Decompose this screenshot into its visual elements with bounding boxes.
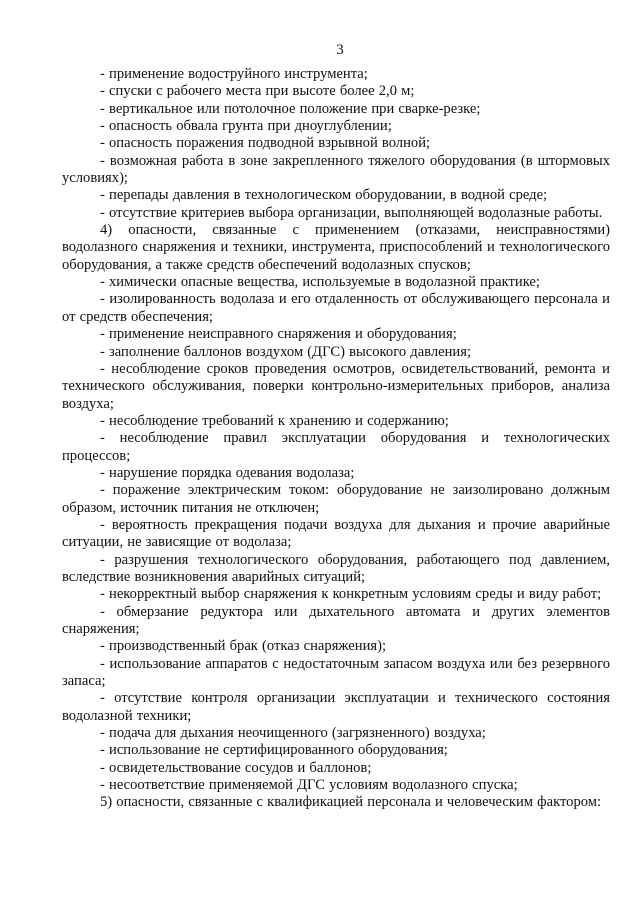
list-item: - применение водоструйного инструмента; xyxy=(100,66,368,82)
list-item: - вероятность прекращения подачи воздуха для дыхания и прочие аварийные ситуации, не зависящие от водолаза; xyxy=(62,516,610,551)
list-item: - поражение электрическим током: оборудование не заизолировано должным образом, источник питания не отключен; xyxy=(62,482,610,516)
list-item: - опасность поражения подводной взрывной волной; xyxy=(100,135,431,152)
list-item: - несоблюдение правил эксплуатации оборудования и технологических процессов; xyxy=(62,430,610,464)
list-item: - отсутствие критериев выбора организации, выполняющей водолазные работы. xyxy=(100,204,603,221)
section-heading-4: 4) опасности, связанные с применением (отказами, неисправностями) водолазного снаряжения и техники, инструмента, приспособлений и технологического оборудования, а также средств обеспечений водолазных спусков; xyxy=(62,222,610,273)
list-item: - применение неисправного снаряжения и оборудования; xyxy=(100,326,457,343)
list-item: - спуски с рабочего места при высоте более 2,0 м; xyxy=(100,83,415,100)
body-text xyxy=(62,66,610,812)
list-item: - разрушения технологического оборудования, работающего под давлением, вследствие возникновения аварийных ситуаций; xyxy=(62,551,610,585)
list-item: - несоответствие применяемой ДГС условиям водолазного спуска; xyxy=(100,777,518,794)
list-item: - опасность обвала грунта при дноуглублении; xyxy=(100,118,392,135)
list-item: - освидетельствование сосудов и баллонов; xyxy=(100,759,372,776)
list-item: - изолированность водолаза и его отдаленность от обслуживающего персонала и от средств обеспечения; xyxy=(62,291,610,325)
list-item: - подача для дыхания неочищенного (загрязненного) воздуха; xyxy=(100,725,486,742)
list-item: - несоблюдение требований к хранению и содержанию; xyxy=(100,412,449,429)
list-item: - перепады давления в технологическом оборудовании, в водной среде; xyxy=(100,187,548,204)
list-item: - вертикальное или потолочное положение при сварке-резке; xyxy=(100,100,481,117)
list-item: - возможная работа в зоне закрепленного тяжелого оборудования (в штормовых условиях); xyxy=(62,152,610,187)
list-item: - обмерзание редуктора или дыхательного автомата и других элементов снаряжения; xyxy=(62,603,610,637)
list-item: - несоблюдение сроков проведения осмотров, освидетельствований, ремонта и технического обслуживания, поверки контрольно-измерительных приборов, анализа воздуха; xyxy=(62,360,610,412)
list-item: - некорректный выбор снаряжения к конкретным условиям среды и виду работ; xyxy=(100,586,602,603)
list-item: - использование не сертифицированного оборудования; xyxy=(100,742,448,759)
section-heading-5: 5) опасности, связанные с квалификацией персонала и человеческим фактором: xyxy=(100,794,602,811)
list-item: - нарушение порядка одевания водолаза; xyxy=(100,464,355,481)
list-item: - отсутствие контроля организации эксплуатации и технического состояния водолазной техники; xyxy=(62,690,610,724)
list-item: - производственный брак (отказ снаряжения); xyxy=(100,638,387,655)
list-item: - заполнение баллонов воздухом (ДГС) высокого давления; xyxy=(100,343,472,360)
page-number: 3 xyxy=(336,42,344,58)
list-item: - химически опасные вещества, используемые в водолазной практике; xyxy=(100,274,540,291)
list-item: - использование аппаратов с недостаточным запасом воздуха или без резервного запаса; xyxy=(62,655,610,690)
